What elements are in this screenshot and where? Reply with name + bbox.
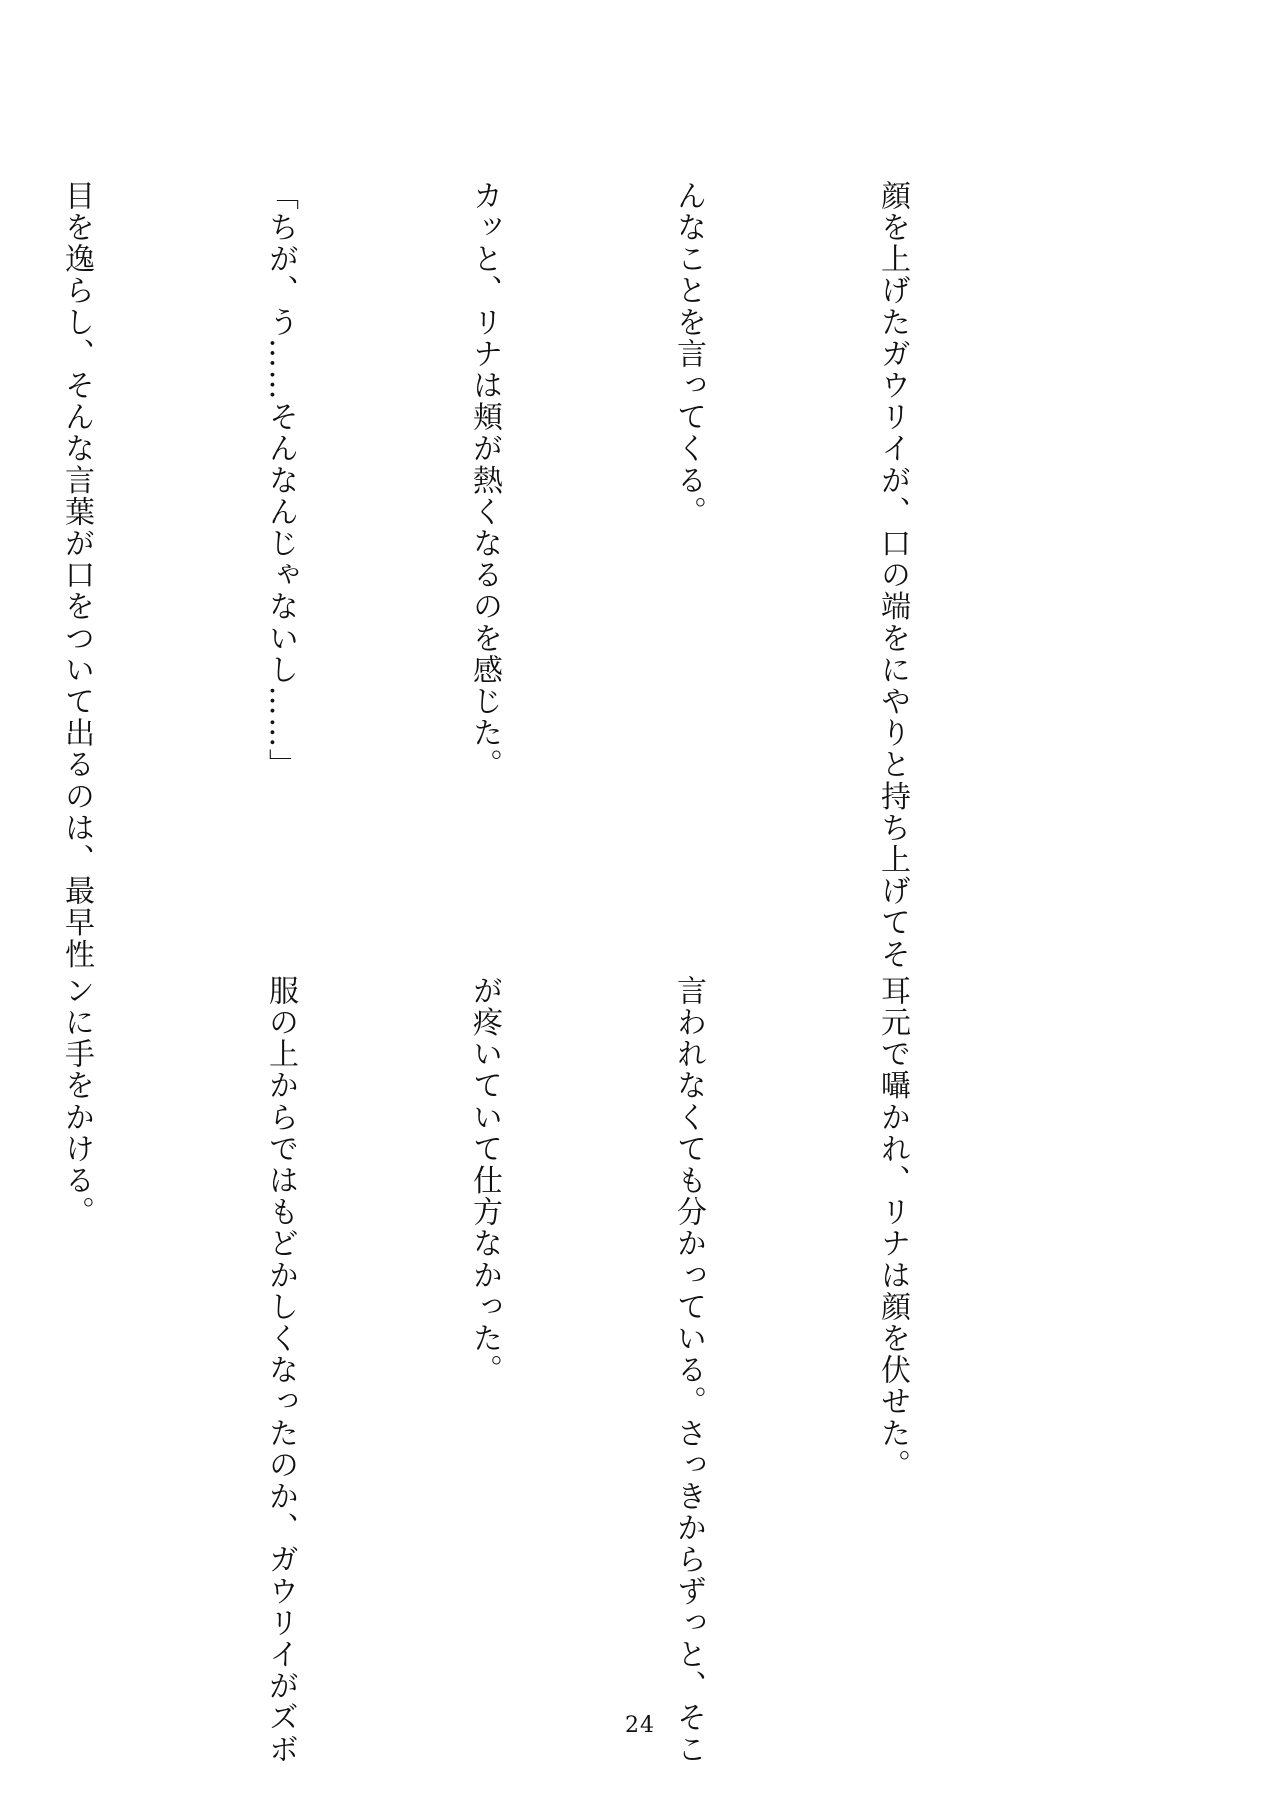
text-line: 顔を上げたガウリイが、口の端をにやりと持ち上げてそ — [875, 180, 910, 970]
text-line: カッと、リナは頬が熱くなるのを感じた。 — [467, 180, 502, 781]
text-block-top — [59, 180, 1062, 970]
text-line: が疼いていて仕方なかった。 — [467, 975, 502, 1386]
text-line: 目を逸らし、そんな言葉が口をついて出るのは、最早性 — [59, 180, 94, 970]
text-line: 言われなくても分かっている。さっきからずっと、そこ — [671, 975, 706, 1765]
text-line: ンに手をかける。 — [59, 975, 94, 1228]
text-line: んなことを言ってくる。 — [671, 180, 706, 528]
text-line: 耳元で囁かれ、リナは顔を伏せた。 — [875, 975, 910, 1481]
text-line: 「ちが、う……そんなんじゃないし……」 — [263, 180, 298, 781]
text-line: 服の上からではもどかしくなったのか、ガウリイがズボ — [263, 975, 298, 1765]
page-number: 24 — [625, 1713, 655, 1738]
